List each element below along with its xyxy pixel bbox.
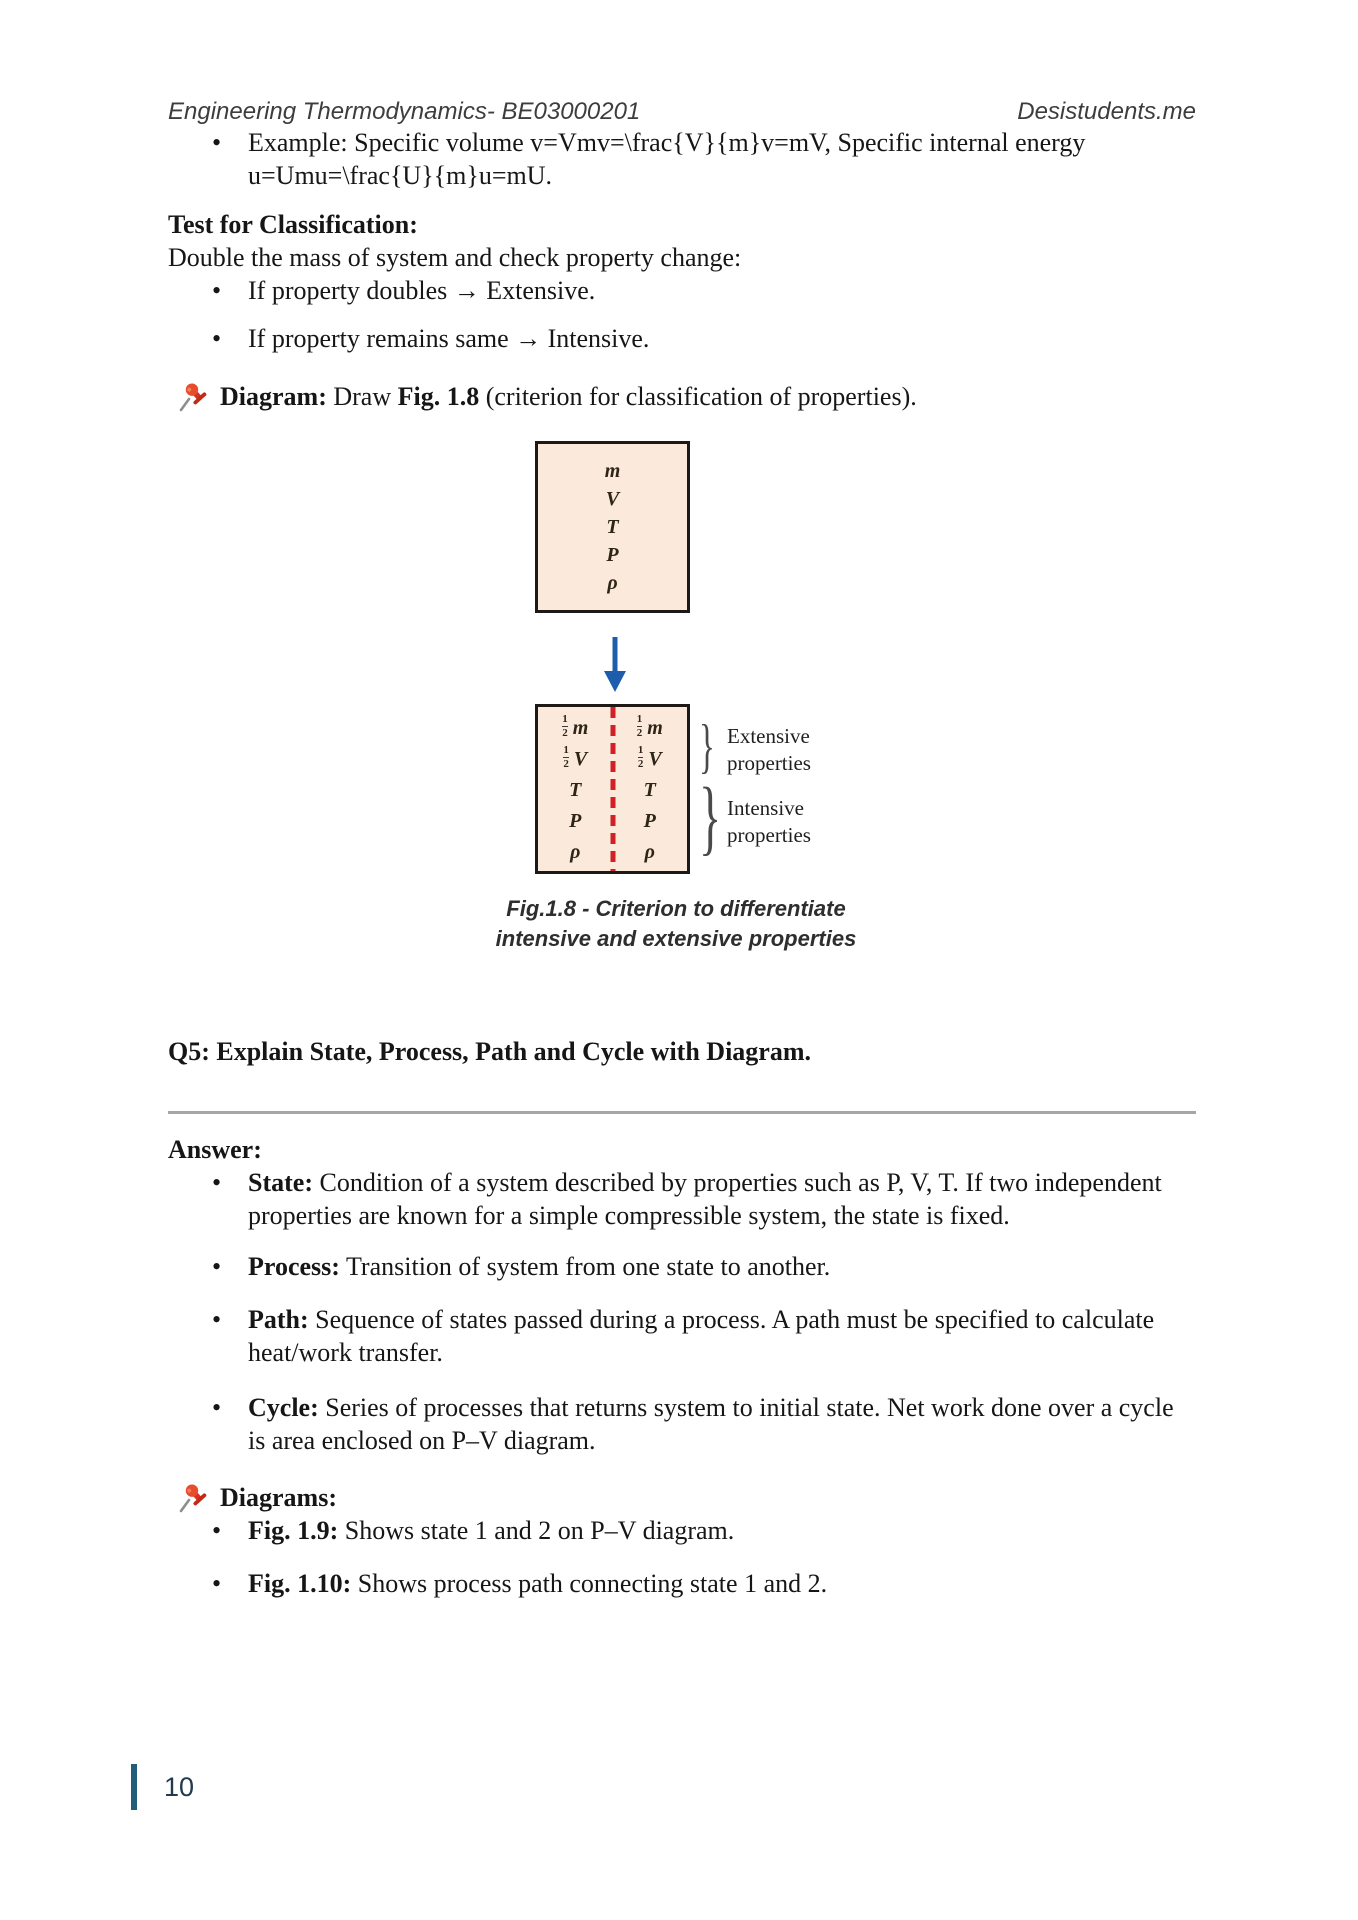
bullet-text: If property doubles → Extensive. [248,276,596,305]
question-heading: Q5: Explain State, Process, Path and Cycle with Diagram. [168,1037,811,1066]
property-row [644,776,656,804]
property-label: m [604,460,621,482]
list-item [168,126,1196,192]
definition-text: Transition of system from one state to another. [339,1252,831,1281]
property-label: P [643,809,656,832]
label-line: Intensive [727,796,804,820]
definition-text: Series of processes that returns system to initial state. Net work done over a cycle is area enclosed on P–V diagram. [248,1393,1174,1455]
term-cycle: Cycle: [248,1393,319,1422]
list-item [168,1391,1196,1457]
fraction-denominator: 2 [563,758,569,770]
answer-list [168,1166,1196,1457]
property-row [637,714,663,742]
divided-box-left-column [538,707,613,871]
diagram-note-text [220,380,917,413]
red-dashed-divider [610,707,615,871]
fig-1-10-ref: Fig. 1.10: [248,1569,352,1598]
property-label: P [569,809,582,832]
pushpin-icon [176,1482,208,1514]
property-row [569,807,581,835]
example-text: Example: Specific volume v=Vmv=\frac{V}{m}v=mV, Specific internal energy u=Umu=\frac{U}{m}u=mU. [248,128,1086,190]
diagrams-note-text [220,1481,337,1514]
list-item [168,1303,1196,1369]
page-number: 10 [164,1771,195,1802]
bullet-text: If property remains same → Intensive. [248,324,650,353]
system-box-divided [535,704,690,874]
property-label: m [572,716,589,739]
term-process: Process: [248,1252,340,1281]
fig-ref-text: Shows process path connecting state 1 and 2. [351,1569,828,1598]
intensive-brace: } [699,771,722,864]
system-box-whole [535,441,690,613]
header-course-title: Engineering Thermodynamics- BE03000201 [168,98,641,125]
down-arrow-icon [600,636,630,694]
property-label: V [648,747,662,770]
answer-label: Answer: [168,1135,262,1164]
label-line: properties [727,823,811,847]
label-line: properties [727,751,811,775]
figure-caption [476,894,876,954]
definition-text: Sequence of states passed during a process. A path must be specified to calculate heat/work transfer. [248,1305,1155,1367]
fraction-numerator: 1 [563,744,569,757]
figure-references-list [168,1514,1196,1600]
property-label: m [647,716,663,739]
fraction-denominator: 2 [562,727,568,739]
property-label: ρ [607,572,618,594]
section-divider [168,1111,1196,1114]
test-classification-heading: Test for Classification: [168,210,418,239]
property-label: P [606,544,619,566]
test-classification-intro: Double the mass of system and check property change: [168,243,742,272]
diagrams-note-lead: Diagrams: [220,1483,337,1512]
list-item [168,322,1196,355]
property-label: T [606,516,619,538]
property-label: ρ [644,840,655,863]
property-label: ρ [570,840,581,863]
extensive-properties-label [727,723,811,777]
label-line: Extensive [727,724,810,748]
property-row [644,807,656,835]
property-row [638,745,662,773]
divided-box-right-column [613,707,688,871]
header-site-name: Desistudents.me [1017,98,1196,125]
diagram-note-line [168,380,1196,413]
figure-1-8 [168,413,1196,973]
list-item [168,1166,1196,1232]
half-fraction [562,714,568,739]
property-row [645,838,655,866]
diagrams-note-line [168,1481,1196,1514]
intensive-properties-label [727,795,811,849]
fig-1-9-ref: Fig. 1.9: [248,1516,339,1545]
property-label: V [605,488,620,510]
list-item [168,274,1196,307]
property-label: T [643,778,656,801]
property-label: V [573,747,588,770]
diagram-note-fig-ref: Fig. 1.8 [397,382,480,411]
list-item [168,1250,1196,1283]
list-item [168,1567,1196,1600]
pushpin-icon [176,381,208,413]
half-fraction [637,714,643,739]
list-item [168,1514,1196,1547]
fraction-numerator: 1 [636,713,643,726]
caption-line: Fig.1.8 - Criterion to differentiate [506,896,846,921]
fraction-denominator: 2 [636,727,643,739]
property-row [569,776,581,804]
fraction-numerator: 1 [562,713,568,726]
definition-text: Condition of a system described by properties such as P, V, T. If two independent properties are known for a simple compressible system, the state is fixed. [248,1168,1162,1230]
classification-list [168,274,1196,355]
property-label: T [569,778,582,801]
term-state: State: [248,1168,313,1197]
page-number-accent-bar [131,1764,137,1810]
property-row [563,745,587,773]
property-row [562,714,588,742]
diagram-note-mid: Draw [326,382,398,411]
extensive-brace: } [699,713,715,779]
fraction-denominator: 2 [637,758,644,770]
property-row [570,838,580,866]
fig-ref-text: Shows state 1 and 2 on P–V diagram. [338,1516,735,1545]
page-number-block [131,1764,194,1810]
caption-line: intensive and extensive properties [495,926,857,951]
half-fraction [563,745,569,770]
diagram-note-lead: Diagram: [220,382,327,411]
page-header [168,98,1196,126]
diagram-note-tail: (criterion for classification of properties). [479,382,917,411]
half-fraction [638,745,644,770]
example-list [168,126,1196,192]
term-path: Path: [248,1305,309,1334]
fraction-numerator: 1 [637,744,644,757]
